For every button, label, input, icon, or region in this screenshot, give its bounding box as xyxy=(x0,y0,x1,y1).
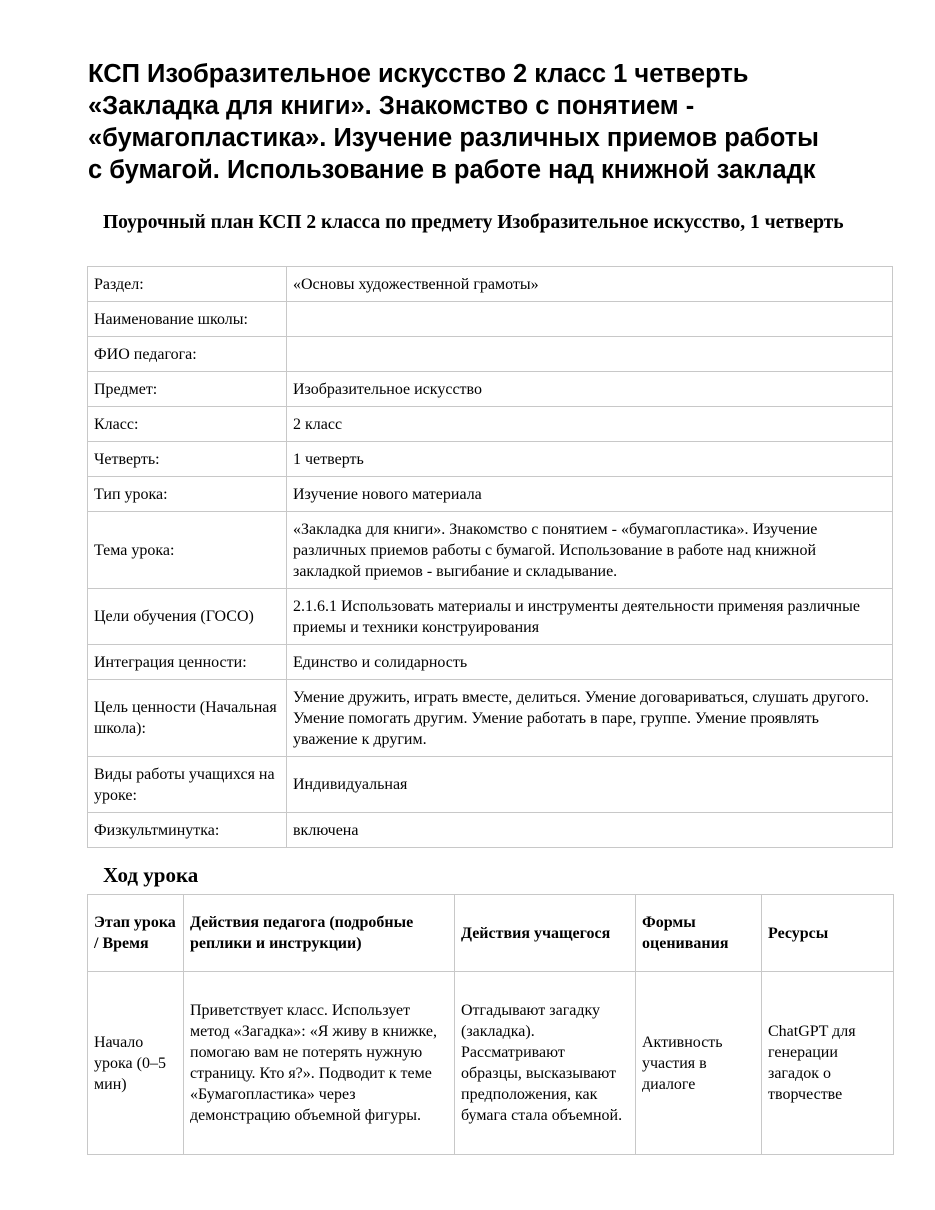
info-key: Интеграция ценности: xyxy=(88,645,287,680)
table-row xyxy=(88,589,893,645)
column-header: Действия педагога (подробные реплики и инструкции) xyxy=(184,895,455,972)
resources-cell: ChatGPT для генерации загадок о творчестве xyxy=(762,972,894,1155)
info-value xyxy=(287,302,893,337)
table-row xyxy=(88,645,893,680)
column-header: Ресурсы xyxy=(762,895,894,972)
table-row xyxy=(88,757,893,813)
student-actions-cell: Отгадывают загадку (закладка). Рассматривают образцы, высказывают предположения, как бумага стала объемной. xyxy=(455,972,636,1155)
stage-cell: Начало урока (0–5 мин) xyxy=(88,972,184,1155)
table-row xyxy=(88,372,893,407)
info-value: Изобразительное искусство xyxy=(287,372,893,407)
info-key: Цель ценности (Начальная школа): xyxy=(88,680,287,757)
info-value xyxy=(287,337,893,372)
title-line: «Закладка для книги». Знакомство с понятием - xyxy=(88,92,695,120)
teacher-actions-cell: Приветствует класс. Использует метод «Загадка»: «Я живу в книжке, помогаю вам не потерять нужную страницу. Кто я?». Подводит к теме «Бумагопластика» через демонстрацию объемной фигуры. xyxy=(184,972,455,1155)
info-key: Четверть: xyxy=(88,442,287,477)
info-value: 1 четверть xyxy=(287,442,893,477)
table-row xyxy=(88,813,893,848)
table-row xyxy=(88,477,893,512)
info-key: Раздел: xyxy=(88,267,287,302)
info-value: Индивидуальная xyxy=(287,757,893,813)
info-value: «Закладка для книги». Знакомство с понятием - «бумагопластика». Изучение различных приемов работы с бумагой. Использование в работе над книжной закладкой приемов - выгибание и складывание. xyxy=(287,512,893,589)
title-line: с бумагой. Использование в работе над книжной закладк xyxy=(88,156,816,184)
table-row xyxy=(88,337,893,372)
info-value: 2.1.6.1 Использовать материалы и инструменты деятельности применяя различные приемы и техники конструирования xyxy=(287,589,893,645)
assessment-cell: Активность участия в диалоге xyxy=(636,972,762,1155)
column-header: Этап урока / Время xyxy=(88,895,184,972)
plan-subtitle: Поурочный план КСП 2 класса по предмету Изобразительное искусство, 1 четверть xyxy=(103,212,844,233)
info-key: Цели обучения (ГОСО) xyxy=(88,589,287,645)
info-key: Предмет: xyxy=(88,372,287,407)
info-key: Наименование школы: xyxy=(88,302,287,337)
info-key: Тема урока: xyxy=(88,512,287,589)
info-value: 2 класс xyxy=(287,407,893,442)
lesson-info-table xyxy=(87,266,893,848)
title-line: «бумагопластика». Изучение различных приемов работы xyxy=(88,124,819,152)
info-key: Физкультминутка: xyxy=(88,813,287,848)
table-row xyxy=(88,972,894,1155)
table-row xyxy=(88,302,893,337)
title-line: КСП Изобразительное искусство 2 класс 1 четверть xyxy=(88,60,749,88)
info-key: Класс: xyxy=(88,407,287,442)
info-value: «Основы художественной грамоты» xyxy=(287,267,893,302)
lesson-flow-table xyxy=(87,894,894,1155)
table-row xyxy=(88,267,893,302)
table-row xyxy=(88,442,893,477)
document-title xyxy=(88,58,888,186)
info-value: включена xyxy=(287,813,893,848)
column-header: Действия учащегося xyxy=(455,895,636,972)
table-row xyxy=(88,512,893,589)
info-key: Виды работы учащихся на уроке: xyxy=(88,757,287,813)
column-header: Формы оценивания xyxy=(636,895,762,972)
table-row xyxy=(88,680,893,757)
table-row xyxy=(88,407,893,442)
info-key: ФИО педагога: xyxy=(88,337,287,372)
table-header-row xyxy=(88,895,894,972)
info-value: Единство и солидарность xyxy=(287,645,893,680)
section-heading: Ход урока xyxy=(103,863,199,887)
info-key: Тип урока: xyxy=(88,477,287,512)
info-value: Изучение нового материала xyxy=(287,477,893,512)
info-value: Умение дружить, играть вместе, делиться. Умение договариваться, слушать другого. Умение помогать другим. Умение работать в паре, группе. Умение проявлять уважение к другим. xyxy=(287,680,893,757)
